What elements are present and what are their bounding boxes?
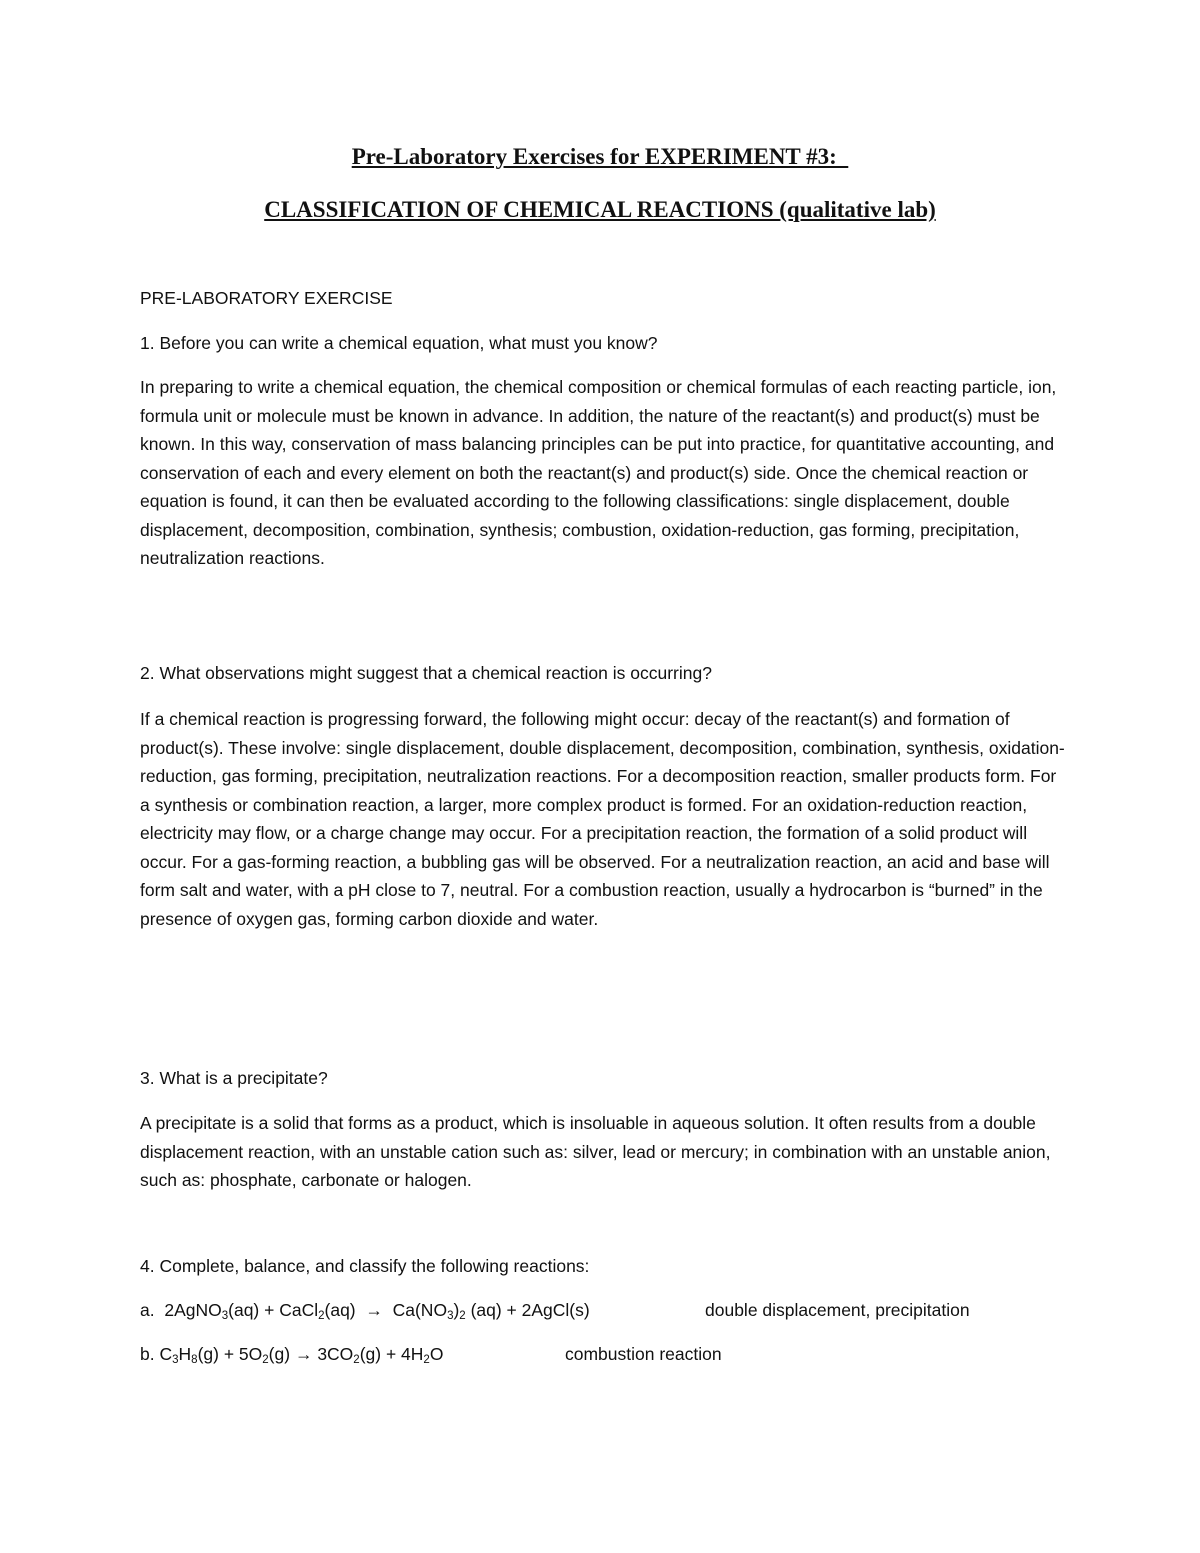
reaction-b-label: b. bbox=[140, 1344, 155, 1364]
reaction-arrow-icon: → bbox=[365, 1300, 383, 1320]
question-4: 4. Complete, balance, and classify the following reactions: bbox=[140, 1256, 590, 1276]
reaction-a-label: a. bbox=[140, 1300, 155, 1320]
answer-2: If a chemical reaction is progressing forward, the following might occur: decay of the reactant(s) and formation of product(s). These involve: single displacement, double displacement, decomposition, combination, synthesis, oxidation-reduction, gas forming, precipitation, neutralization reactions. For a decomposition reaction, smaller products form. For a synthesis or combination reaction, a larger, more complex product is formed. For an oxidation-reduction reaction, electricity may flow, or a charge change may occur. For a precipitation reaction, the formation of a solid product will occur. For a gas-forming reaction, a bubbling gas will be observed. For a neutralization reaction, an acid and base will form salt and water, with a pH close to 7, neutral. For a combustion reaction, usually a hydrocarbon is “burned” in the presence of oxygen gas, forming carbon dioxide and water. bbox=[140, 709, 1065, 929]
question-3: 3. What is a precipitate? bbox=[140, 1068, 328, 1088]
reaction-arrow-icon: → bbox=[294, 1344, 313, 1364]
question-1: 1. Before you can write a chemical equation, what must you know? bbox=[140, 333, 658, 353]
document-title-line-2: CLASSIFICATION OF CHEMICAL REACTIONS (qualitative lab) bbox=[264, 197, 936, 222]
question-2: 2. What observations might suggest that a chemical reaction is occurring? bbox=[140, 663, 712, 683]
answer-3: A precipitate is a solid that forms as a product, which is insoluable in aqueous solution. It often results from a double displacement reaction, with an unstable cation such as: silver, lead or mercury; in combination with an unstable anion, such as: phosphate, carbonate or halogen. bbox=[140, 1113, 1051, 1190]
document-title-line-1: Pre-Laboratory Exercises for EXPERIMENT #3: bbox=[351, 144, 849, 169]
section-label: PRE-LABORATORY EXERCISE bbox=[140, 288, 393, 308]
reaction-b-equation: b. $C_3H_8(g) + 5O_2(g) \to 3CO_2(g) + 4H_2O$ bbox=[140, 1344, 444, 1366]
answer-1: In preparing to write a chemical equation, the chemical composition or chemical formulas of each reacting particle, ion, formula unit or molecule must be known in advance. In addition, the nature of the reactant(s) and product(s) must be known. In this way, conservation of mass balancing principles can be put into practice, for quantitative accounting, and conservation of each and every element on both the reactant(s) and product(s) side. Once the chemical reaction or equation is found, it can then be evaluated according to the following classifications: single displacement, double displacement, decomposition, combination, synthesis; combustion, oxidation-reduction, gas forming, precipitation, neutralization reactions. bbox=[140, 377, 1057, 568]
reaction-a-classification: double displacement, precipitation bbox=[705, 1300, 970, 1320]
reaction-b-classification: combustion reaction bbox=[565, 1344, 722, 1364]
reaction-a-equation: a. 2AgNO$_3$(aq) + CaCl$_2$(aq) → $Ca(NO_3)_2$ (aq) + 2AgCl(s) bbox=[140, 1300, 590, 1322]
